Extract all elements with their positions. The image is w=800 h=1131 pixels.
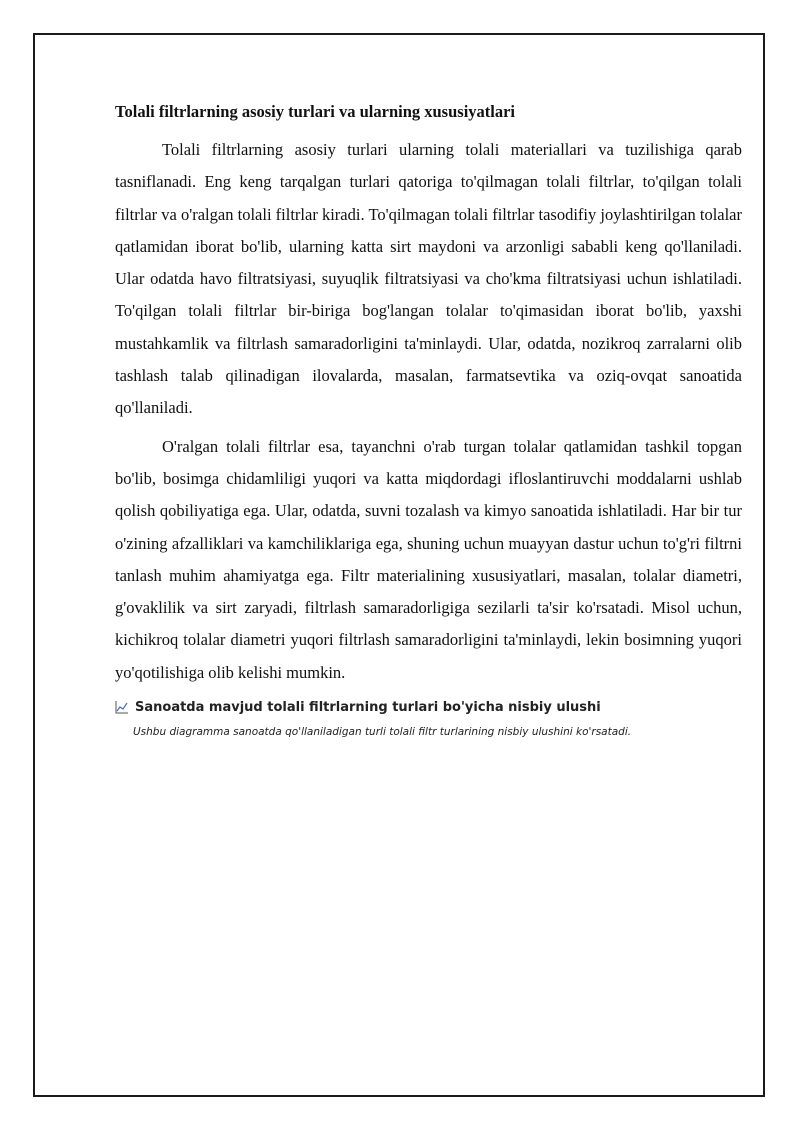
chart-line-icon [115, 700, 129, 714]
chart-caption [115, 697, 742, 719]
chart-caption-subtitle: Ushbu diagramma sanoatda qo'llaniladigan turli tolali filtr turlarining nisbiy ulushini ko'rsatadi. [133, 726, 632, 739]
document-body [115, 100, 742, 741]
chart-caption-title: Sanoatda mavjud tolali filtrlarning turlari bo'yicha nisbiy ulushi [135, 700, 601, 716]
paragraph-2: O'ralgan tolali filtrlar esa, tayanchni o'rab turgan tolalar qatlamidan tashkil topgan bo'lib, bosimga chidamliligi yuqori va katta miqdordagi ifloslantiruvchi moddalarni ushlab qolish qobiliyatiga ega. Ular, odatda, suvni tozalash va kimyo sanoatida ishlatiladi. Har bir tur o'zining afzalliklari va kamchiliklariga ega, shuning uchun muayyan dastur uchun to'g'ri filtrni tanlash muhim ahamiyatga ega. Filtr materialining xususiyatlari, masalan, tolalar diametri, g'ovaklilik va sirt zaryadi, filtrlash samaradorligiga sezilarli ta'sir ko'rsatadi. Misol uchun, kichikroq tolalar diametri yuqori filtrlash samaradorligini ta'minlaydi, lekin bosimning yuqori yo'qotilishiga olib kelishi mumkin. [115, 436, 742, 682]
paragraph-1: Tolali filtrlarning asosiy turlari ularning tolali materiallari va tuzilishiga qarab tasniflanadi. Eng keng tarqalgan turlari qatoriga to'qilmagan tolali filtrlar, to'qilgan tolali filtrlar va o'ralgan tolali filtrlar kiradi. To'qilmagan tolali filtrlar tasodifiy joylashtirilgan tolalar qatlamidan iborat bo'lib, ularning katta sirt maydoni va arzonligi sababli keng qo'llaniladi. Ular odatda havo filtratsiyasi, suyuqlik filtratsiyasi va cho'kma filtratsiyasi uchun ishlatiladi. To'qilgan tolali filtrlar bir-biriga bog'langan tolalar to'qimasidan iborat bo'lib, yaxshi mustahkamlik va filtrlash samaradorligini ta'minlaydi. Ular, odatda, nozikroq zarralarni olib tashlash talab qilinadigan ilovalarda, masalan, farmatsevtika va oziq-ovqat sanoatida qo'llaniladi. [115, 140, 742, 418]
section-heading: Tolali filtrlarning asosiy turlari va ularning xususiyatlari [115, 102, 516, 121]
